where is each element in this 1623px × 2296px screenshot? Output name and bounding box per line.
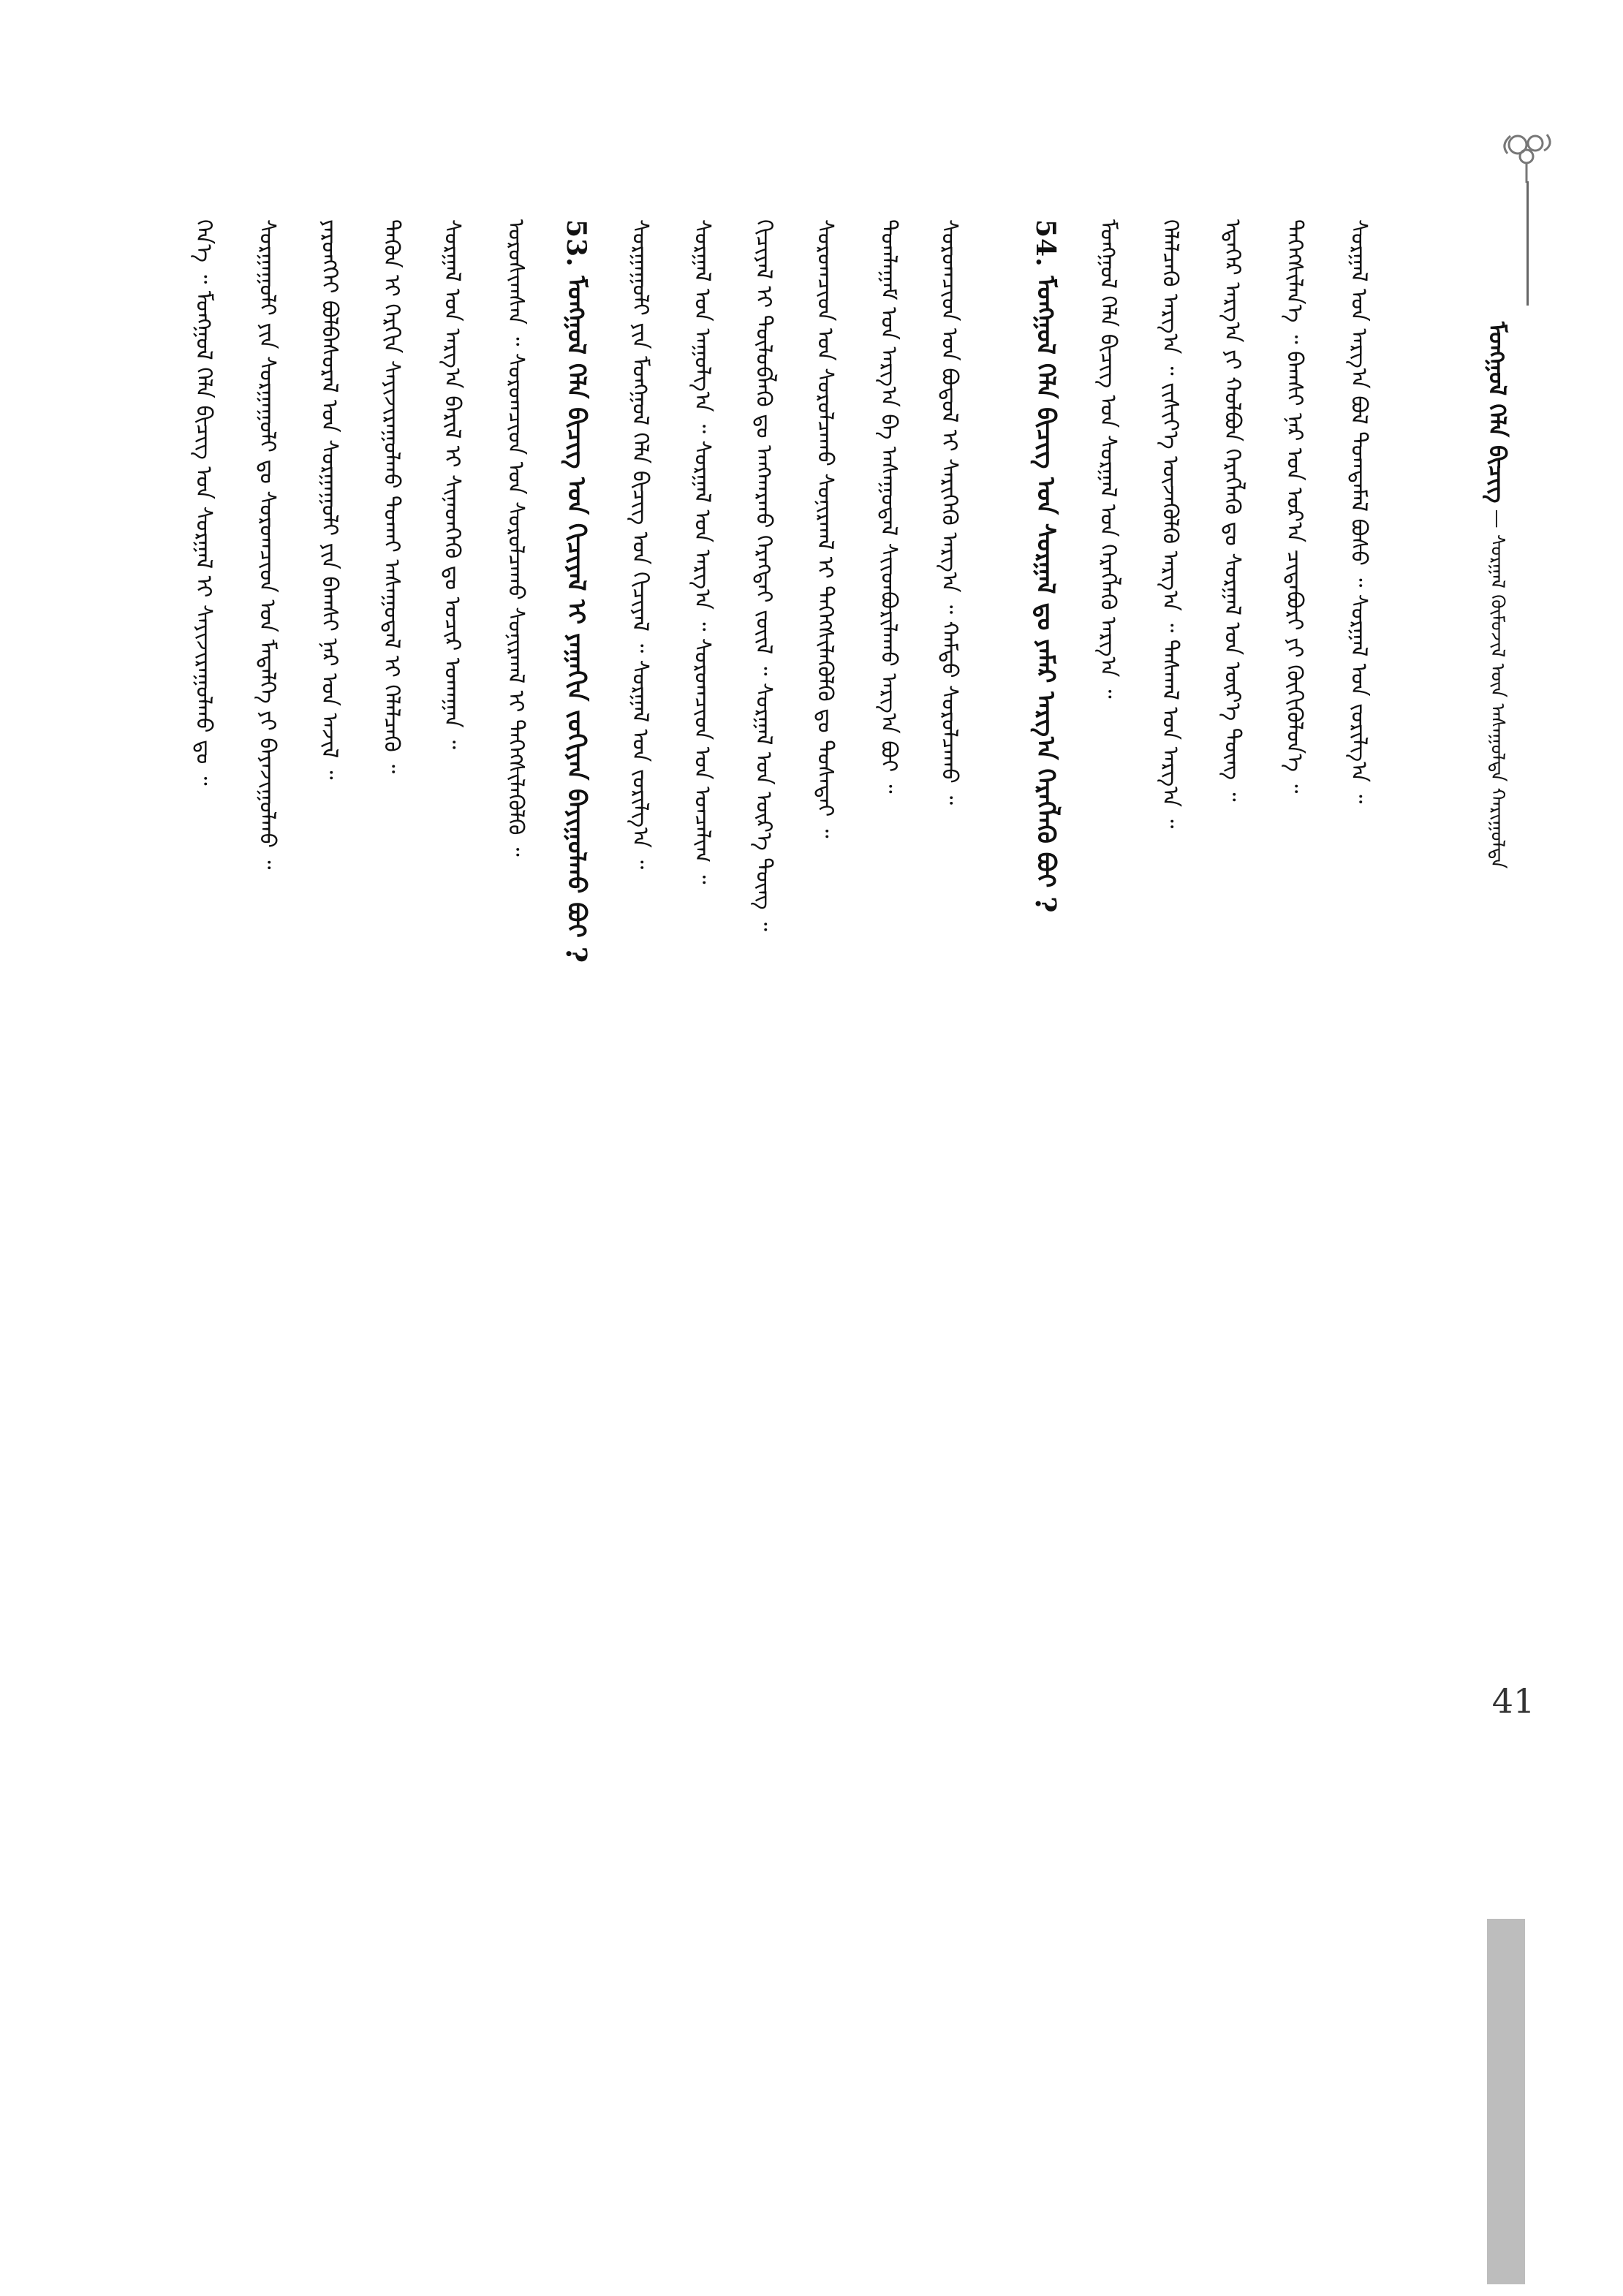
question-number: 54.: [1030, 219, 1061, 268]
question-heading-54: [1031, 219, 1060, 1535]
question-heading-53: [561, 219, 591, 1462]
text-column-6: ᠤᠷᠤᠰᠢᠭᠰᠠᠨ ᠃ ᠰᠤᠷᠤᠭᠴᠢᠳ ᠤᠨ ᠰᠤᠷᠤᠯᠴᠠᠬᠤ ᠰᠣᠨᠢᠷᠬᠠᠯ ᠢ ᠳᠡᠭᠡᠭᠰᠢᠯᠡᠭᠦᠯᠬᠦ ᠃: [503, 219, 529, 857]
text-column-5: ᠰᠤᠷᠭᠠᠯ ᠤᠨ ᠠᠷᠭ᠎ᠠ ᠪᠠᠷᠢᠯ ᠢ ᠰᠢᠨᠡᠳᠬᠡᠬᠦ ᠳᠤ ᠤᠴᠢᠷ ᠤᠬᠠᠭᠠᠨ ᠃: [439, 219, 465, 750]
text-column-12: ᠰᠤᠷᠤᠭᠴᠢᠳ ᠤᠨ ᠪᠣᠳᠤᠯ ᠢ ᠰᠡᠷᠢᠭᠡᠬᠦ ᠠᠷᠭ᠎ᠠ ᠃ ᠬᠠᠮᠲᠤ ᠰᠤᠷᠤᠯᠴᠠᠬᠤ ᠃: [937, 219, 962, 806]
question-text: ᠮᠣᠩᠭᠣᠯ ᠬᠡᠯᠡ ᠪᠢᠴᠢᠭ ᠤᠨ ᠰᠤᠷᠭᠠᠯ ᠳᠤ ᠶᠠᠮᠠᠷ ᠠᠷᠭ᠎ᠠ ᠬᠡᠷᠡᠭᠯᠡᠬᠦ ᠪᠤᠢ: [1031, 276, 1060, 888]
question-text: ᠮᠣᠩᠭᠣᠯ ᠬᠡᠯᠡ ᠪᠢᠴᠢᠭ ᠤᠨ ᠬᠢᠴᠢᠶᠡᠯ ᠢ ᠶᠠᠭᠠᠬᠢᠨ ᠵᠣᠬᠢᠶᠠᠨ ᠪᠠᠶᠢᠭᠤᠯᠬᠤ ᠪᠤᠢ: [561, 276, 591, 938]
question-number: 53.: [561, 219, 591, 268]
text-column-16: ᠳᠡᠭᠡᠭᠰᠢᠯᠡᠨ᠎ᠡ ᠃ ᠪᠠᠭᠰᠢ ᠨᠠᠷ ᠤᠨ ᠤᠷ᠎ᠠ ᠴᠢᠳᠠᠪᠤᠷᠢ ᠶᠢ ᠬᠥᠬᠢᠭᠦᠯᠦᠨ᠎ᠡ ᠃: [1282, 219, 1307, 794]
text-column-1: ᠭᠡᠨ᠎ᠡ ᠃ ᠮᠣᠩᠭᠣᠯ ᠬᠡᠯᠡ ᠪᠢᠴᠢᠭ ᠤᠨ ᠰᠤᠷᠭᠠᠯ ᠢ ᠰᠠᠶᠢᠵᠢᠷᠠᠭᠤᠯᠬᠤ ᠳᠤ ᠃: [191, 219, 216, 786]
question-mark: ?: [560, 946, 593, 963]
text-column-11: ᠲᠣᠭᠯᠠᠭᠠᠮ ᠤᠨ ᠠᠷᠭ᠎ᠠ ᠪᠠ ᠠᠰᠠᠭᠤᠳᠠᠯ ᠰᠢᠢᠳᠪᠤᠷᠢᠯᠠᠬᠤ ᠠᠷᠭ᠎ᠠ ᠪᠤᠢ ᠃: [876, 219, 901, 794]
text-column-14: ᠬᠡᠯᠡᠯᠴᠡᠬᠦ ᠠᠷᠭ᠎ᠠ ᠃ ᠵᠢᠱᠢᠶ᠎ᠡ ᠦᠵᠡᠭᠦᠯᠬᠦ ᠠᠷᠭ᠎ᠠ ᠃ ᠳᠠᠰᠬᠠᠯ ᠤᠨ ᠠᠷᠭ᠎ᠠ ᠃: [1157, 219, 1183, 829]
text-column-17: ᠰᠤᠷᠭᠠᠯ ᠤᠨ ᠠᠷᠭ᠎ᠠ ᠪᠣᠯ ᠲᠣᠭᠲᠠᠮᠠᠯ ᠪᠤᠰᠤ ᠃ ᠰᠤᠷᠭᠠᠯ ᠤᠨ ᠵᠣᠷᠢᠯᠭ᠎ᠠ ᠃: [1346, 219, 1372, 804]
text-column-2: ᠰᠤᠷᠭᠠᠭᠤᠯᠢ ᠶᠢᠨ ᠰᠤᠷᠭᠠᠭᠤᠯᠢ ᠳᠤ ᠰᠤᠷᠤᠭᠴᠢᠳ ᠤᠨ ᠮᠡᠳᠡᠯᠭᠡ ᠶᠢ ᠪᠠᠶᠠᠵᠢᠭᠤᠯᠬᠤ ᠃: [254, 219, 280, 870]
text-column-7: ᠰᠤᠷᠭᠠᠭᠤᠯᠢ ᠶᠢᠨ ᠮᠣᠩᠭᠣᠯ ᠬᠡᠯᠡ ᠪᠢᠴᠢᠭ ᠤᠨ ᠬᠢᠴᠢᠶᠡᠯ ᠃ ᠰᠤᠷᠭᠠᠯ ᠤᠨ ᠵᠣᠷᠢᠯᠭ᠎ᠠ ᠃: [627, 219, 653, 870]
text-column-8: ᠰᠤᠷᠭᠠᠯ ᠤᠨ ᠠᠭᠤᠯᠭ᠎ᠠ ᠃ ᠰᠤᠷᠭᠠᠯ ᠤᠨ ᠠᠷᠭ᠎ᠠ ᠃ ᠰᠤᠷᠤᠭᠴᠢᠳ ᠤᠨ ᠣᠨᠴᠠᠯᠢᠭ ᠃: [689, 219, 715, 884]
header-ornament-icon: [1493, 124, 1566, 184]
margin-tab-bar: [1487, 1919, 1525, 2284]
text-column-10: ᠰᠤᠷᠤᠭᠴᠢᠳ ᠤᠨ ᠰᠤᠷᠤᠯᠴᠠᠬᠤ ᠰᠣᠨᠢᠷᠬᠠᠯ ᠢ ᠳᠡᠭᠡᠭᠰᠢᠯᠡᠭᠦᠯᠬᠦ ᠳᠤ ᠲᠤᠰᠠᠲᠠᠢ ᠃: [812, 219, 838, 838]
running-header: [1477, 322, 1518, 868]
text-column-3: ᠶᠡᠷᠦᠩᠬᠡᠢ ᠪᠣᠯᠪᠠᠰᠤᠷᠠᠯ ᠤᠨ ᠰᠤᠷᠭᠠᠭᠤᠯᠢ ᠶᠢᠨ ᠪᠠᠭᠰᠢ ᠨᠠᠷ ᠤᠨ ᠠᠵᠢᠯ ᠃: [317, 219, 342, 780]
text-column-9: ᠬᠢᠴᠢᠶᠡᠯ ᠢ ᠲᠥᠯᠥᠪᠯᠡᠬᠦ ᠳᠤ ᠠᠩᠬᠠᠷᠬᠤ ᠬᠡᠷᠡᠭᠲᠡᠢ ᠵᠦᠢᠯ ᠃ ᠰᠤᠷᠭᠠᠯ ᠤᠨ ᠦᠷ᠎ᠡ ᠳᠦᠩ ᠃: [751, 219, 776, 931]
header-rule: [1526, 181, 1529, 306]
running-header-title: ᠮᠣᠩᠭᠣᠯ ᠬᠡᠯᠡ ᠪᠢᠴᠢᠭ: [1483, 322, 1511, 504]
question-mark: ?: [1029, 896, 1062, 913]
text-column-4: ᠲᠡᠭᠦᠨ ᠢ ᠬᠡᠷᠬᠢᠨ ᠰᠠᠶᠢᠵᠢᠷᠠᠭᠤᠯᠬᠤ ᠲᠤᠬᠠᠢ ᠠᠰᠠᠭᠤᠳᠠᠯ ᠢ ᠬᠡᠯᠡᠯᠴᠡᠬᠦ ᠃: [379, 219, 404, 774]
page-number: 41: [1491, 1681, 1535, 1721]
text-column-13: ᠮᠣᠩᠭᠣᠯ ᠬᠡᠯᠡ ᠪᠢᠴᠢᠭ ᠤᠨ ᠰᠤᠷᠭᠠᠯ ᠤᠨ ᠬᠡᠷᠡᠭᠯᠡᠬᠦ ᠠᠷᠭ᠎ᠠ ᠃: [1095, 219, 1121, 699]
running-header-separator: —: [1486, 509, 1508, 534]
running-header-subtitle: ᠰᠤᠷᠭᠠᠯ ᠬᠥᠮᠦᠵᠢᠯ ᠦᠨ ᠠᠰᠠᠭᠤᠯᠲᠠ ᠬᠠᠷᠢᠭᠤᠯᠲᠠ: [1486, 534, 1508, 869]
text-column-15: ᠡᠳᠡᠭᠡᠷ ᠠᠷᠭ᠎ᠠ ᠶᠢ ᠬᠣᠯᠪᠣᠨ ᠬᠡᠷᠡᠭᠯᠡᠬᠦ ᠳᠤ ᠰᠤᠷᠭᠠᠯ ᠤᠨ ᠦᠷ᠎ᠡ ᠳᠦᠩ ᠃: [1219, 219, 1245, 802]
